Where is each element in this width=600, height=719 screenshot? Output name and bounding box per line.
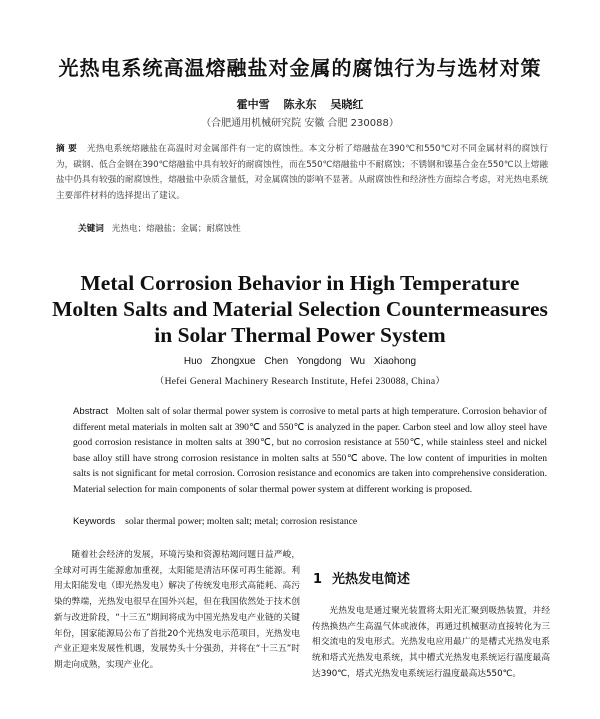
cn-authors: 霍中雪 陈永东 吴晓红 — [236, 98, 364, 111]
cn-keywords-text: 光热电；熔融盐；金属；耐腐蚀性 — [111, 224, 241, 234]
en-keywords — [73, 516, 547, 527]
cn-abstract — [56, 142, 548, 204]
en-title-line: in Solar Thermal Power System — [154, 323, 446, 347]
section-title: 光热发电简述 — [332, 572, 411, 587]
en-keywords-text: solar thermal power; molten salt; metal; corrosion resistance — [125, 516, 358, 527]
cn-affiliation: （合肥通用机械研究院 安徽 合肥 230088） — [201, 118, 399, 129]
en-affiliation: （Hefei General Machinery Research Institute, Hefei 230088, China） — [154, 377, 446, 387]
en-abstract — [73, 404, 547, 498]
en-abstract-label: Abstract — [73, 406, 109, 417]
en-title — [0, 270, 600, 348]
en-keywords-label: Keywords — [73, 516, 116, 527]
en-title-line: Molten Salts and Material Selection Countermeasures — [52, 297, 548, 321]
cn-keywords — [78, 222, 548, 234]
en-authors: Huo Zhongxue Chen Yongdong Wu Xiaohong — [183, 356, 417, 367]
cn-title: 光热电系统高温熔融盐对金属的腐蚀行为与选材对策 — [58, 56, 542, 80]
en-title-line: Metal Corrosion Behavior in High Temperature — [80, 271, 520, 295]
cn-abstract-text: 光热电系统熔融盐在高温时对金属部件有一定的腐蚀性。本文分析了熔融盐在390℃和550℃对不同金属材料的腐蚀行为，碳钢、低合金钢在390℃熔融盐中具有较好的耐腐蚀性，而在550℃熔融盐中不耐腐蚀；不锈钢和镍基合金在550℃以上熔融盐中仍具有较强的耐腐蚀性，熔融盐中杂质含量低，对金属腐蚀的影响不显著。从耐腐蚀性和经济性方面综合考虑，对光热电系统主要部件材料的选择提出了建议。 — [56, 144, 548, 201]
intro-paragraph: 随着社会经济的发展，环境污染和资源枯竭问题日益严峻，全球对可再生能源愈加重视，太阳能是清洁环保可再生能源。利用太阳能发电（即光热发电）解决了传统发电形式高能耗、高污染的弊端，光热发电很早在国外兴起，但在我国依然处于技术创新与改进阶段，“十三五”期间将成为中国光热发电产业链的关键年份，国家能源局公布了首批20个光热发电示范项目，光热发电产业正迎来发展性机遇，发展势头十分强劲，并将在“十三五”时期走向成熟，实现产业化。 — [54, 550, 300, 670]
cn-abstract-label: 摘 要 — [56, 144, 78, 154]
section-paragraph: 光热发电是通过聚光装置将太阳光汇聚到吸热装置，并经传热换热产生高温气体或液体，再通过机械驱动直接转化为三相交流电的发电形式。光热发电应用最广的是槽式光热发电系统和塔式光热发电系统，其中槽式光热发电系统运行温度最高达390℃，塔式光热发电系统运行温度最高达550℃。 — [312, 606, 550, 679]
en-abstract-text: Molten salt of solar thermal power system is corrosive to metal parts at high temperature. Corrosion behavior of different metal materials in molten salt at 390℃ and 550℃ is analyzed in the paper. Carbon steel and low alloy steel have good corrosion resistance in molten salts at 390℃, but no corrosion resistance at 550℃, while stainless steel and nickel base alloy still have strong corrosion resistance in molten salts at 550℃ above. The low content of impurities in molten salts is not significant for metal corrosion. Corrosion resistance and economics are taken into comprehensive consideration. Material selection for main components of solar thermal power system at different working is proposed. — [73, 406, 547, 495]
section-number: 1 — [313, 572, 323, 587]
section-heading — [313, 568, 553, 587]
cn-keywords-label: 关键词 — [78, 224, 104, 234]
